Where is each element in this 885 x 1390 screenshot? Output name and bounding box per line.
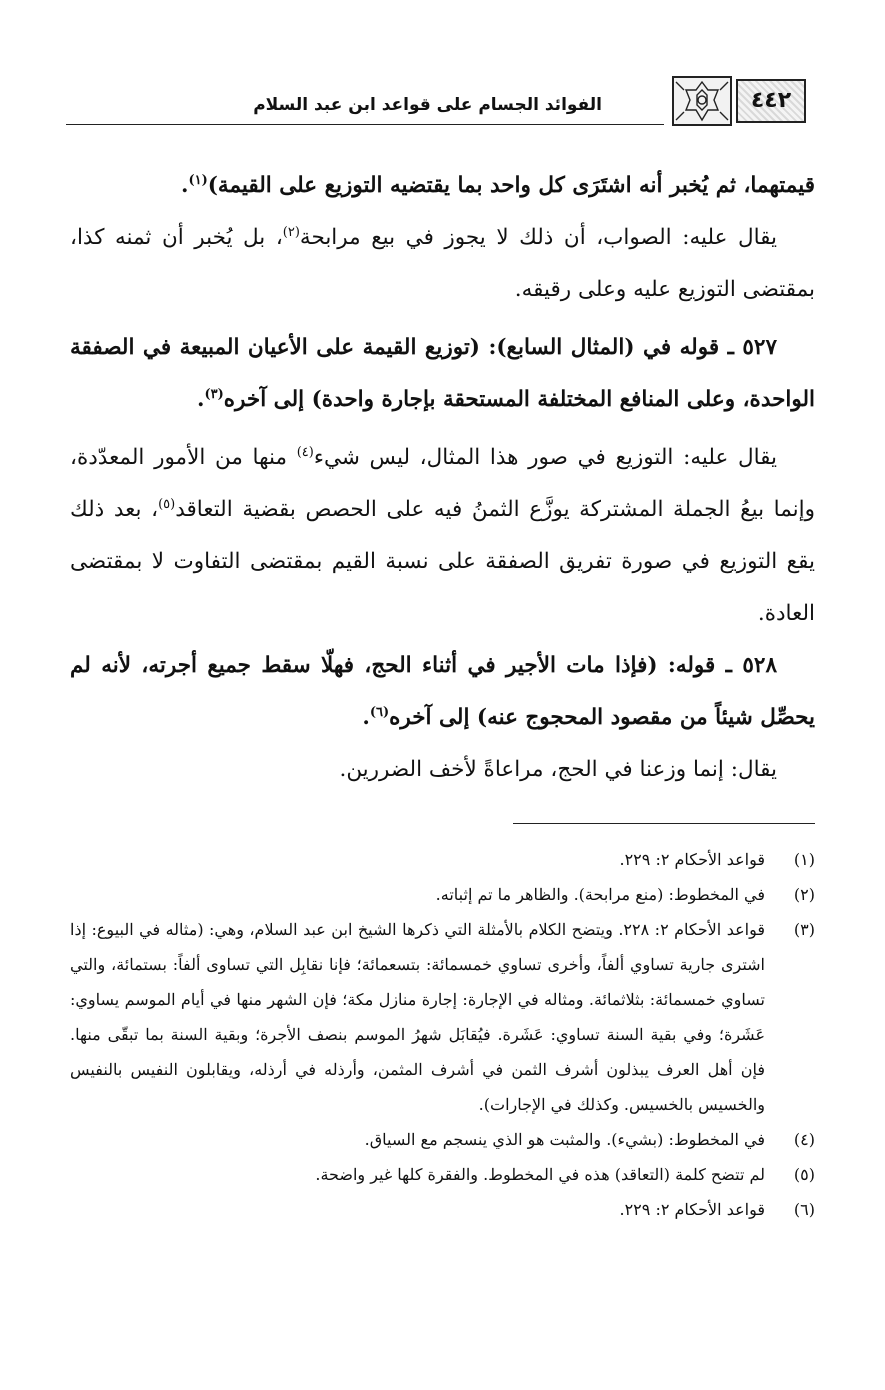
footnote-number: (٢) — [793, 885, 815, 904]
footnote — [70, 1192, 815, 1227]
footnote-text: قواعد الأحكام ٢: ٢٢٩. — [619, 1200, 765, 1219]
footnotes — [70, 842, 815, 1227]
page-number: ٤٤٢ — [736, 79, 806, 123]
footnote-number: (٦) — [793, 1200, 815, 1219]
paragraph-528: ٥٢٨ ـ قوله: (فإذا مات الأجير في أثناء الحج، فهلّا سقط جميع أجرته، لأنه لم يحصِّل شيئاً من مقصود المحجوج عنه) إلى آخره$^{(٦)}$. — [70, 653, 815, 730]
footnote-text: لم تتضح كلمة (التعاقد) هذه في المخطوط. والفقرة كلها غير واضحة. — [315, 1165, 765, 1184]
footnote-ref: (١) — [188, 172, 208, 188]
paragraph: يقال عليه: التوزيع في صور هذا المثال، ليس شيء$^{(٤)}$ منها من الأمور المعدّدة، وإنما بيعُ الجملة المشتركة يوزَّع الثمنُ فيه على الحصص بقضية التعاقد$^{(٥)}$، بعد ذلك يقع التوزيع في صورة تفريق الصفقة على نسبة القيم بمقتضى التفاوت لا بمقتضى العادة. — [70, 444, 815, 626]
footnote-ref: (٢) — [282, 224, 300, 240]
footnote — [70, 877, 815, 912]
paragraph: يقال: إنما وزعنا في الحج، مراعاةً لأخف الضررين. — [339, 757, 777, 782]
running-header — [66, 76, 810, 128]
footnote-text: قواعد الأحكام ٢: ٢٢٩. — [619, 850, 765, 869]
footnote — [70, 842, 815, 877]
book-title: الفوائد الجسام على قواعد ابن عبد السلام — [253, 95, 602, 115]
footnote — [70, 1122, 815, 1157]
footnote-ref: (٣) — [204, 386, 224, 402]
footnote-ref: (٥) — [158, 496, 176, 512]
main-text — [70, 160, 815, 796]
footnote-text: قواعد الأحكام ٢: ٢٢٨. ويتضح الكلام بالأمثلة التي ذكرها الشيخ ابن عبد السلام، وهي: (مثاله في البيوع: إذا اشترى جارية تساوي ألفاً، وأخرى تساوي خمسمائة: بتسعمائة؛ فإنا نقابِل التي تساوى ألفاً: بستمائة، والتي تساوي خمسمائة: بثلاثمائة. ومثاله في الإجارة: إجارة منازل مكة؛ فإن الشهر منها في أيام الموسم يساوي: عَشَرة؛ وفي بقية السنة تساوي: عَشَرة. فيُقابَل شهرُ الموسم بنصف الأجرة؛ وبقية السنة بما تبقّى منها. فإن أهل العرف يبذلون أشرف الثمن في أشرف المثمن، وأرذله في أرذله، ويقابلون النفيس بالنفيس والخسيس بالخسيس. وكذلك في الإجارات). — [70, 920, 765, 1114]
footnote-ref: (٤) — [296, 444, 314, 460]
footnote-number: (٤) — [793, 1130, 815, 1149]
paragraph: قيمتهما، ثم يُخبر أنه اشتَرَى كل واحد بما يقتضيه التوزيع على القيمة)$^{(١)}$. — [180, 172, 815, 198]
footnote — [70, 1157, 815, 1192]
footnote — [70, 912, 815, 1122]
footnote-number: (١) — [793, 850, 815, 869]
footnote-text: في المخطوط: (منع مرابحة). والظاهر ما تم إثباته. — [435, 885, 765, 904]
footnote-number: (٥) — [793, 1165, 815, 1184]
footnote-ref: (٦) — [369, 704, 390, 720]
paragraph-527: ٥٢٧ ـ قوله في (المثال السابع): (توزيع القيمة على الأعيان المبيعة في الصفقة الواحدة، وعلى المنافع المختلفة المستحقة بإجارة واحدة) إلى آخره$^{(٣)}$. — [70, 335, 815, 412]
footnote-number: (٣) — [793, 920, 815, 939]
footnote-separator — [513, 823, 815, 824]
paragraph: يقال عليه: الصواب، أن ذلك لا يجوز في بيع مرابحة$^{(٢)}$، بل يُخبر أن ثمنه كذا، بمقتضى التوزيع عليه وعلى رقيقه. — [70, 224, 815, 302]
footnote-text: في المخطوط: (بشيء). والمثبت هو الذي ينسجم مع السياق. — [364, 1130, 765, 1149]
ornament-icon — [672, 76, 732, 126]
header-rule — [66, 124, 664, 125]
